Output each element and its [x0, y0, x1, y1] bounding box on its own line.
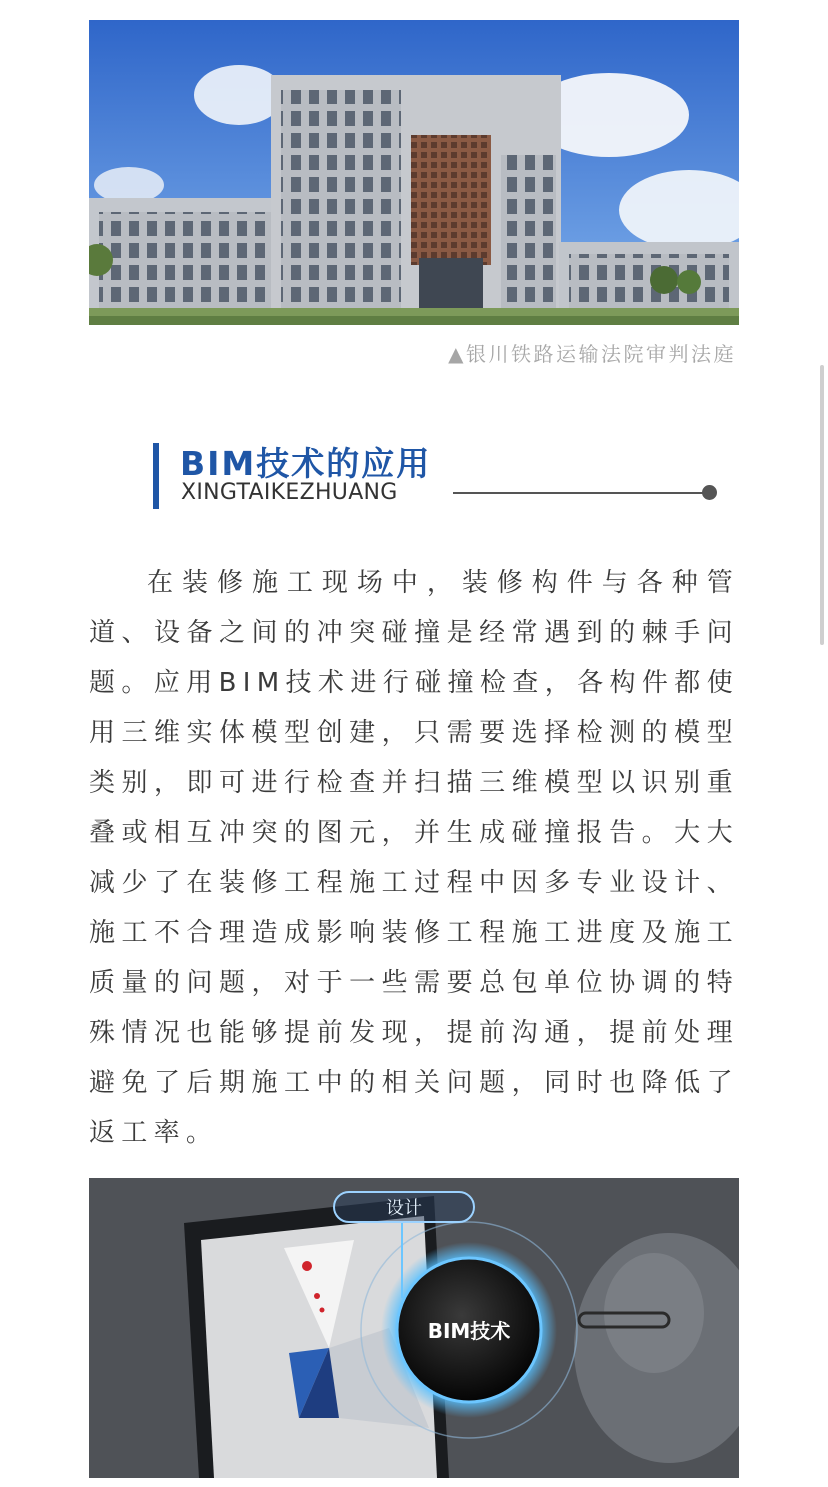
section-divider-dot — [702, 485, 717, 500]
bim-orb-label: BIM技术 — [427, 1319, 511, 1343]
building-photo[interactable] — [89, 20, 739, 325]
building-illustration — [89, 20, 739, 325]
section-accent-bar — [153, 443, 159, 509]
article-paragraph: 在装修施工现场中，装修构件与各种管道、设备之间的冲突碰撞是经常遇到的棘手问题。应用BIM技术进行碰撞检查，各构件都使用三维实体模型创建，只需要选择检测的模型类别，即可进行检查并扫描三维模型以识别重叠或相互冲突的图元，并生成碰撞报告。大大减少了在装修工程施工过程中因多专业设计、施工不合理造成影响装修工程施工进度及施工质量的问题，对于一些需要总包单位协调的特殊情况也能够提前发现，提前沟通，提前处理避免了后期施工中的相关问题，同时也降低了返工率。 — [89, 568, 739, 1148]
bim-illustration — [89, 1178, 739, 1478]
design-pill-label: 设计 — [386, 1198, 422, 1219]
image-caption: ▲银川铁路运输法院审判法庭 — [448, 342, 736, 366]
section-title: BIM技术的应用 — [180, 444, 432, 483]
page-scrollbar[interactable] — [820, 365, 824, 645]
section-subtitle: XINGTAIKEZHUANG — [181, 480, 398, 505]
section-divider-line — [453, 492, 707, 494]
bim-photo[interactable] — [89, 1178, 739, 1478]
